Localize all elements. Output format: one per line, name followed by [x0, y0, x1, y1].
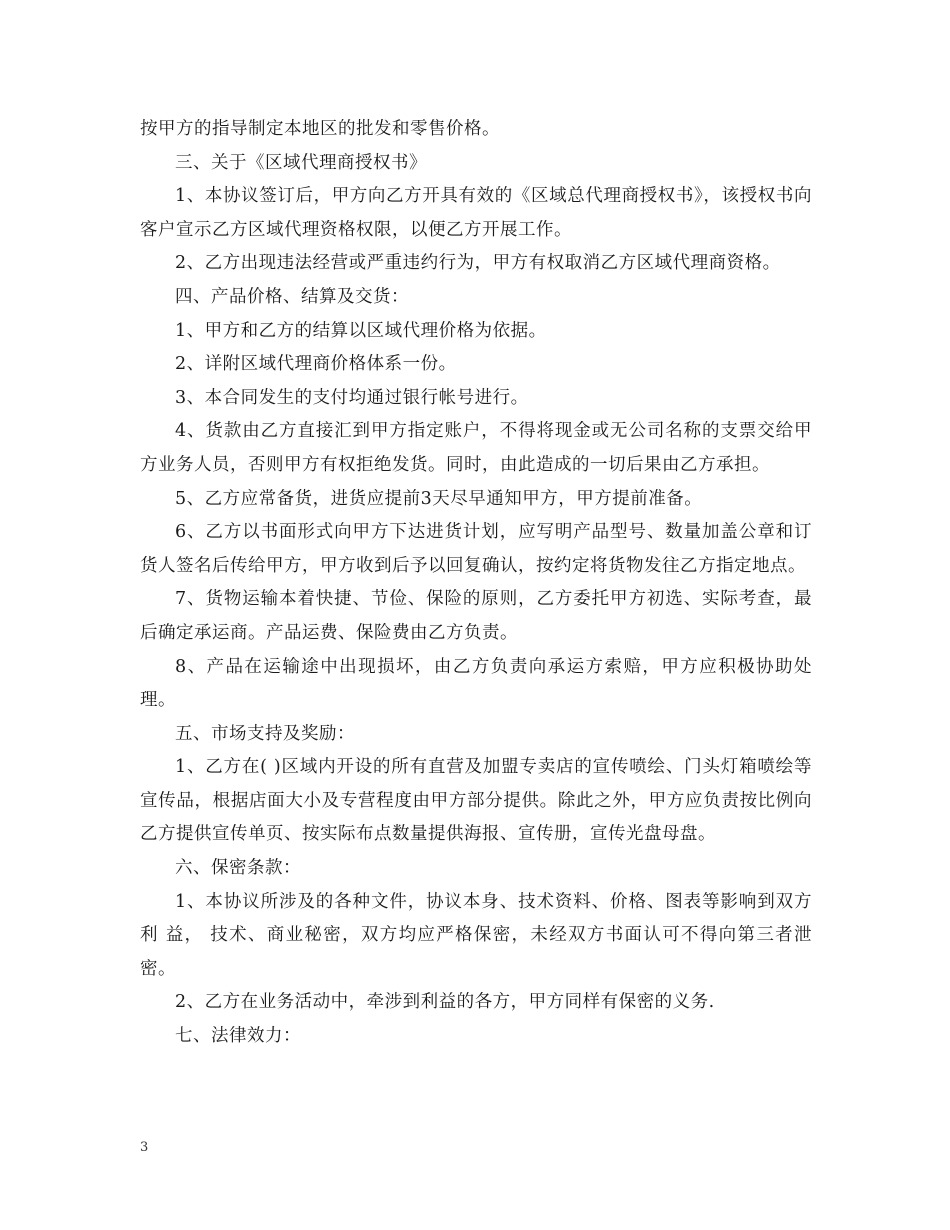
paragraph-clause: 6、乙方以书面形式向甲方下达进货计划，应写明产品型号、数量加盖公章和订货人签名后传给甲方，甲方收到后予以回复确认，按约定将货物发往乙方指定地点。 [140, 522, 812, 576]
paragraph-clause: 1、本协议所涉及的各种文件，协议本身、技术资料、价格、图表等影响到双方利 益， 技术、商业秘密，双方均应严格保密，未经双方书面认可不得向第三者泄密。 [140, 891, 812, 979]
section-heading-market-support: 五、市场支持及奖励： [175, 723, 355, 744]
paragraph-clause: 4、货款由乙方直接汇到甲方指定账户，不得将现金或无公司名称的支票交给甲方业务人员，否则甲方有权拒绝发货。同时，由此造成的一切后果由乙方承担。 [140, 421, 812, 475]
paragraph-clause: 5、乙方应常备货，进货应提前3天尽早通知甲方，甲方提前准备。 [175, 488, 703, 509]
section-heading-pricing: 四、产品价格、结算及交货： [175, 286, 409, 307]
paragraph-clause: 3、本合同发生的支付均通过银行帐号进行。 [175, 387, 529, 408]
paragraph-clause: 8、产品在运输途中出现损坏，由乙方负责向承运方索赔，甲方应积极协助处理。 [140, 656, 812, 711]
paragraph-clause: 7、货物运输本着快捷、节俭、保险的原则，乙方委托甲方初选、实际考查，最后确定承运商。产品运费、保险费由乙方负责。 [140, 589, 812, 643]
paragraph-clause: 2、乙方出现违法经营或严重违约行为，甲方有权取消乙方区域代理商资格。 [175, 253, 781, 274]
paragraph-clause: 1、乙方在( )区域内开设的所有直营及加盟专卖店的宣传喷绘、门头灯箱喷绘等宣传品，根据店面大小及专营程度由甲方部分提供。除此之外，甲方应负责按比例向 乙方提供宣传单页、按实际布点数量提供海报、宣传册，宣传光盘母盘。 [140, 757, 812, 845]
paragraph-clause: 2、乙方在业务活动中，牵涉到利益的各方，甲方同样有保密的义务. [175, 992, 715, 1013]
page-number: 3 [140, 1140, 149, 1155]
paragraph-clause: 1、甲方和乙方的结算以区域代理价格为依据。 [175, 320, 547, 341]
section-heading-authorization: 三、关于《区域代理商授权书》 [175, 152, 427, 173]
document-body [140, 113, 812, 1054]
paragraph-clause: 1、本协议签订后，甲方向乙方开具有效的《区域总代理商授权书》，该授权书向客户宣示乙方区域代理资格权限，以便乙方开展工作。 [140, 186, 812, 240]
paragraph-continuation: 按甲方的指导制定本地区的批发和零售价格。 [140, 119, 500, 139]
section-heading-legal-effect: 七、法律效力： [175, 1026, 301, 1047]
section-heading-confidentiality: 六、保密条款： [175, 858, 301, 879]
paragraph-clause: 2、详附区域代理商价格体系一份。 [175, 354, 457, 375]
